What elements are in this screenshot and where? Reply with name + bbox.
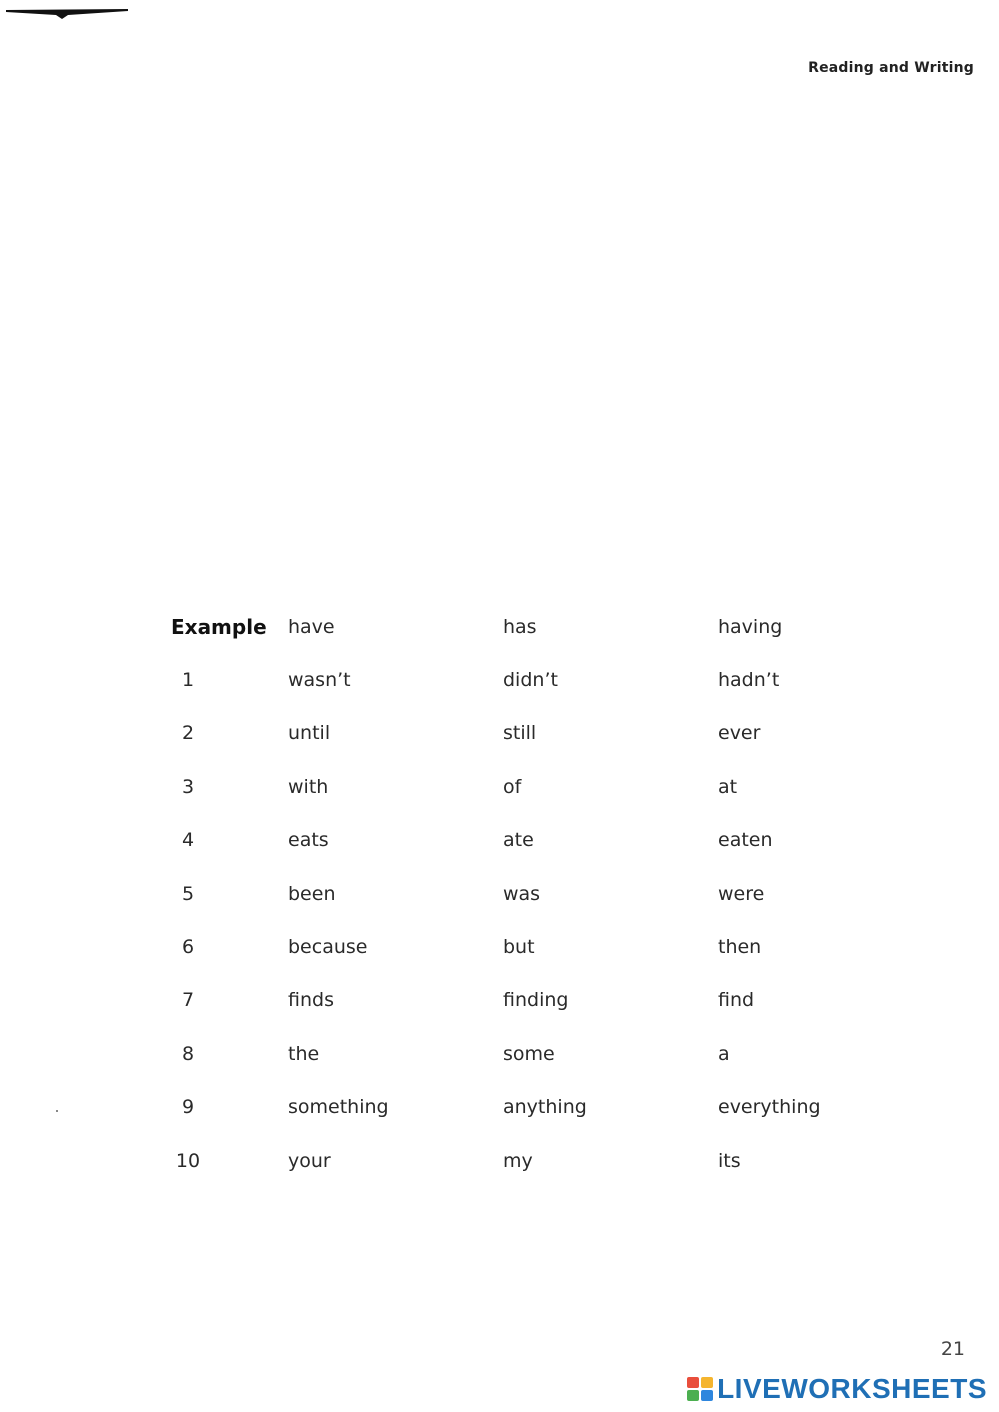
option-a: finds	[288, 989, 334, 1011]
table-row	[0, 668, 999, 708]
table-row	[0, 1042, 999, 1082]
option-c: eaten	[718, 829, 773, 851]
option-b: still	[503, 722, 537, 744]
row-number: 2	[181, 722, 195, 744]
option-c: a	[718, 1043, 730, 1065]
option-b: was	[503, 883, 541, 905]
option-c: then	[718, 936, 762, 958]
table-row	[0, 721, 999, 761]
option-b: has	[503, 616, 537, 638]
option-a: with	[288, 776, 329, 798]
option-c: hadn’t	[718, 669, 780, 691]
table-row	[0, 1095, 999, 1135]
table-row-example	[0, 615, 999, 655]
row-number: 8	[181, 1043, 195, 1065]
watermark-logo-icon	[687, 1377, 713, 1401]
option-a: the	[288, 1043, 320, 1065]
table-row	[0, 882, 999, 922]
table-row	[0, 935, 999, 975]
watermark-text: LIVEWORKSHEETS	[717, 1373, 987, 1404]
scan-speck	[56, 1110, 58, 1112]
option-b: anything	[503, 1096, 587, 1118]
row-number: 1	[181, 669, 195, 691]
option-b: of	[503, 776, 522, 798]
row-number: 10	[175, 1150, 201, 1172]
row-label: Example	[171, 615, 267, 639]
logo-block	[701, 1390, 713, 1401]
option-b: finding	[503, 989, 569, 1011]
option-c: at	[718, 776, 738, 798]
option-c: ever	[718, 722, 761, 744]
option-c: were	[718, 883, 765, 905]
row-number: 9	[181, 1096, 195, 1118]
row-number: 6	[181, 936, 195, 958]
table-row	[0, 775, 999, 815]
logo-block	[687, 1377, 699, 1388]
option-b: my	[503, 1150, 533, 1172]
row-number: 5	[181, 883, 195, 905]
option-b: but	[503, 936, 535, 958]
page-number: 21	[940, 1338, 965, 1360]
option-a: been	[288, 883, 336, 905]
option-a: something	[288, 1096, 389, 1118]
row-number: 7	[181, 989, 195, 1011]
liveworksheets-watermark	[687, 1374, 987, 1404]
running-header-title: Reading and Writing	[808, 60, 974, 76]
option-c: find	[718, 989, 755, 1011]
option-a: eats	[288, 829, 329, 851]
table-row	[0, 1149, 999, 1189]
option-c: everything	[718, 1096, 821, 1118]
logo-block	[687, 1390, 699, 1401]
option-a: because	[288, 936, 368, 958]
option-a: wasn’t	[288, 669, 351, 691]
table-row	[0, 828, 999, 868]
option-b: ate	[503, 829, 534, 851]
table-row	[0, 988, 999, 1028]
option-a: until	[288, 722, 331, 744]
option-a: have	[288, 616, 335, 638]
logo-block	[701, 1377, 713, 1388]
row-number: 3	[181, 776, 195, 798]
row-number: 4	[181, 829, 195, 851]
option-b: some	[503, 1043, 555, 1065]
option-a: your	[288, 1150, 331, 1172]
option-c: having	[718, 616, 783, 638]
option-c: its	[718, 1150, 741, 1172]
option-b: didn’t	[503, 669, 558, 691]
